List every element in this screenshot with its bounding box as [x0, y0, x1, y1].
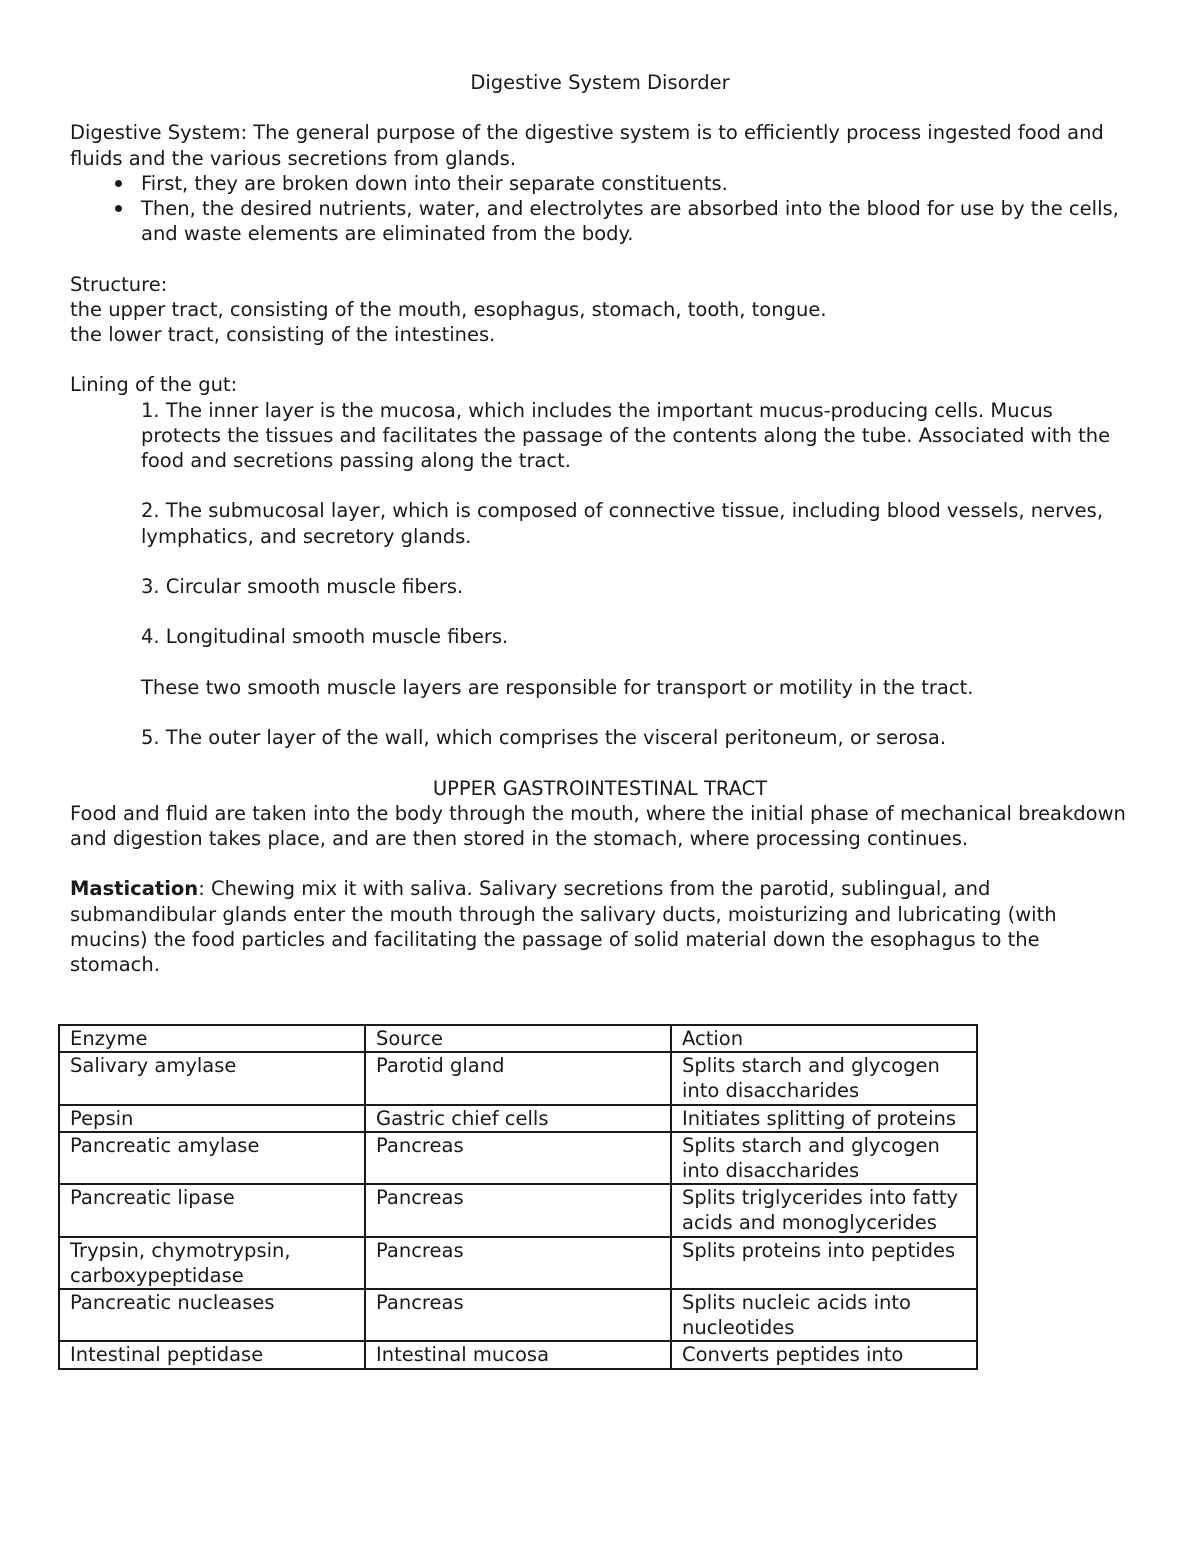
enzyme-table: [58, 1024, 978, 1370]
table-row: [59, 1289, 977, 1341]
enzyme-cell: Pancreatic lipase: [59, 1184, 365, 1236]
action-cell: Splits nucleic acids into nucleotides: [671, 1289, 977, 1341]
lining-item-1: 1. The inner layer is the mucosa, which includes the important mucus-producing cells. Mucus protects the tissues and facilitates the passage of the contents along the tube. Associated with the food and secretions passing along the tract.: [141, 398, 1111, 472]
table-row: [59, 1132, 977, 1184]
action-cell: Splits starch and glycogen into disaccharides: [671, 1132, 977, 1184]
table-header-row: [59, 1025, 977, 1052]
structure-line: the lower tract, consisting of the intestines.: [70, 323, 496, 346]
table-row: [59, 1105, 977, 1132]
lining-item-5: 5. The outer layer of the wall, which comprises the visceral peritoneum, or serosa.: [141, 726, 947, 750]
header-cell: Action: [671, 1025, 977, 1052]
bullet-item: Then, the desired nutrients, water, and electrolytes are absorbed into the blood for use by the cells, and waste elements are eliminated from the body.: [141, 196, 1130, 246]
spacer: [70, 750, 1130, 775]
spacer: [70, 851, 1130, 876]
lining-note: These two smooth muscle layers are responsible for transport or motility in the tract.: [141, 675, 974, 699]
lining-heading: Lining of the gut:: [70, 373, 238, 397]
table-row: [59, 1237, 977, 1289]
action-cell: Splits starch and glycogen into disaccharides: [671, 1052, 977, 1104]
spacer: [70, 700, 1130, 725]
spacer: [70, 95, 1130, 120]
enzyme-cell: Pancreatic amylase: [59, 1132, 365, 1184]
action-cell: Converts peptides into: [671, 1341, 977, 1368]
upper-gi-heading: UPPER GASTROINTESTINAL TRACT: [432, 776, 768, 800]
spacer: [70, 473, 1130, 498]
spacer: [70, 246, 1130, 271]
spacer: [70, 347, 1130, 372]
mastication-text: : Chewing mix it with saliva. Salivary secretions from the parotid, sublingual, and submandibular glands enter the mouth through the salivary ducts, moisturizing and lubricating (with mucins) the food particles and facilitating the passage of solid material down the esophagus to the stomach.: [70, 877, 1057, 976]
enzyme-cell: Pancreatic nucleases: [59, 1289, 365, 1341]
page-title: Digestive System Disorder: [470, 71, 730, 94]
table-row: [59, 1052, 977, 1104]
table-row: [59, 1184, 977, 1236]
source-cell: Parotid gland: [365, 1052, 671, 1104]
mastication-paragraph: [70, 876, 1130, 977]
source-cell: Pancreas: [365, 1184, 671, 1236]
spacer: [70, 599, 1130, 624]
spacer: [70, 549, 1130, 574]
upper-gi-paragraph: Food and fluid are taken into the body through the mouth, where the initial phase of mechanical breakdown and digestion takes place, and are then stored in the stomach, where processing continues.: [70, 801, 1126, 850]
intro-paragraph: Digestive System: The general purpose of the digestive system is to efficiently process ingested food and fluids and the various secretions from glands.: [70, 121, 1104, 170]
structure-line: the upper tract, consisting of the mouth, esophagus, stomach, tooth, tongue.: [70, 297, 827, 321]
intro-bullet-list: [70, 171, 1130, 247]
source-cell: Pancreas: [365, 1237, 671, 1289]
structure-heading: Structure:: [70, 272, 168, 296]
action-cell: Splits triglycerides into fatty acids and monoglycerides: [671, 1184, 977, 1236]
table-row: [59, 1341, 977, 1368]
action-cell: Initiates splitting of proteins: [671, 1105, 977, 1132]
enzyme-cell: Intestinal peptidase: [59, 1341, 365, 1368]
spacer: [70, 650, 1130, 675]
header-cell: Enzyme: [59, 1025, 365, 1052]
action-cell: Splits proteins into peptides: [671, 1237, 977, 1289]
mastication-term: Mastication: [70, 877, 199, 901]
enzyme-cell: Pepsin: [59, 1105, 365, 1132]
source-cell: Intestinal mucosa: [365, 1341, 671, 1368]
source-cell: Gastric chief cells: [365, 1105, 671, 1132]
header-cell: Source: [365, 1025, 671, 1052]
enzyme-cell: Trypsin, chymotrypsin, carboxypeptidase: [59, 1237, 365, 1289]
lining-item-3: 3. Circular smooth muscle fibers.: [141, 574, 464, 598]
document-page: [70, 70, 1130, 977]
lining-item-4: 4. Longitudinal smooth muscle fibers.: [141, 625, 509, 649]
lining-item-2: 2. The submucosal layer, which is composed of connective tissue, including blood vessels, nerves, lymphatics, and secretory glands.: [141, 499, 1104, 548]
bullet-item: First, they are broken down into their separate constituents.: [141, 171, 1130, 196]
source-cell: Pancreas: [365, 1289, 671, 1341]
source-cell: Pancreas: [365, 1132, 671, 1184]
enzyme-cell: Salivary amylase: [59, 1052, 365, 1104]
